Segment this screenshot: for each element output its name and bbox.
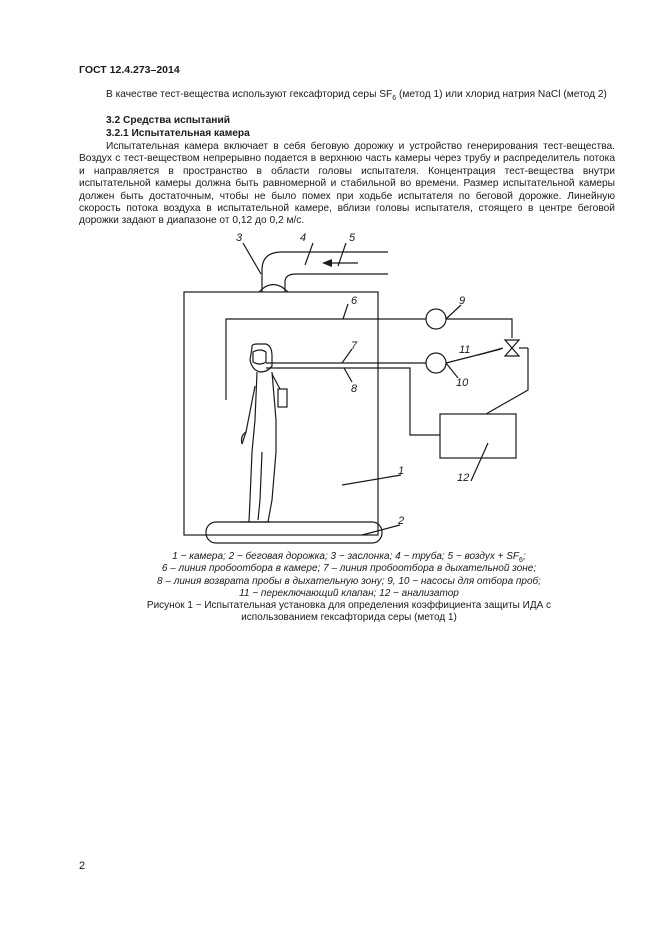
leader-6 — [343, 304, 348, 319]
leader-8 — [344, 368, 352, 382]
pump-9 — [426, 309, 446, 329]
page-number: 2 — [79, 860, 86, 872]
leader-10 — [446, 363, 458, 378]
intro-subscript: 6 — [392, 95, 397, 103]
label-3: 3 — [236, 232, 243, 244]
flow-arrow-head — [322, 259, 332, 267]
intro-text-a: В качестве тест-вещества используют гексафторид серы SF — [106, 89, 393, 100]
test-setup-diagram — [150, 228, 550, 548]
label-1: 1 — [398, 465, 405, 477]
legend-line-3: 8 – линия возврата пробы в дыхательную зону; 9, 10 − насосы для отбора проб; — [157, 575, 541, 587]
label-5: 5 — [349, 232, 356, 244]
label-4: 4 — [300, 232, 307, 244]
pump-10 — [426, 353, 446, 373]
label-11: 11 — [459, 344, 471, 356]
leader-11 — [478, 348, 503, 355]
chamber-outline — [184, 292, 378, 535]
body-paragraph: Испытательная камера включает в себя беговую дорожку и устройство генерирования тест-вещества. Воздух с тест-веществом непрерывно подается в верхнюю часть камеры через трубу и распределитель потока и направляется в пространство в области головы испытателя. Концентрация тест-вещества внутри испытательной камеры должна быть равномерной и стабильной во времени. Размер испытательной камеры должен быть достаточным, чтобы не было помех при ходьбе испытателя по беговой дорожке. Линейную скорость потока воздуха в испытательной камере, вблизи головы испытателя, стоящего в центре беговой дорожки задают в диапазоне от 0,12 до 0,2 м/с. — [79, 141, 615, 227]
document-header: ГОСТ 12.4.273–2014 — [79, 64, 180, 76]
leader-12 — [471, 443, 488, 481]
leader-9 — [446, 305, 461, 319]
pump9-to-valve — [446, 319, 512, 338]
label-10: 10 — [456, 377, 469, 389]
damper — [259, 285, 288, 293]
label-8: 8 — [351, 383, 358, 395]
label-2: 2 — [398, 515, 405, 527]
intro-paragraph — [79, 89, 615, 101]
label-12: 12 — [457, 472, 470, 484]
leader-1 — [342, 475, 401, 485]
figure-caption-line-2: использованием гексафторида серы (метод 1) — [241, 612, 457, 624]
analyzer-box — [440, 414, 516, 458]
switching-valve — [505, 340, 519, 356]
section-heading: 3.2 Средства испытаний — [106, 115, 230, 126]
treadmill — [206, 522, 382, 543]
label-7: 7 — [351, 340, 358, 352]
return-line — [266, 368, 440, 435]
valve-to-analyzer — [486, 348, 528, 414]
pipe-inner — [285, 274, 388, 292]
legend-line-4: 11 − переключающий клапан; 12 − анализатор — [239, 587, 459, 599]
legend-line-2: 6 – линия пробоотбора в камере; 7 – линия пробоотбора в дыхательной зоне; — [161, 563, 537, 575]
figure-caption-line-1: Рисунок 1 − Испытательная установка для определения коэффициента защиты ИДА с — [146, 600, 552, 612]
test-person — [240, 344, 287, 522]
leader-3 — [243, 243, 261, 274]
figure-legend — [79, 551, 619, 625]
label-6: 6 — [351, 295, 358, 307]
intro-text-b: (метод 1) или хлорид натрия NaCl (метод 2) — [396, 89, 607, 100]
leader-4 — [305, 243, 313, 265]
subsection-heading: 3.2.1 Испытательная камера — [106, 128, 250, 139]
legend-line-1: 1 − камера; 2 − беговая дорожка; 3 − заслонка; 4 − труба; 5 − воздух + $SF_6$; — [172, 551, 526, 564]
label-9: 9 — [459, 295, 466, 307]
